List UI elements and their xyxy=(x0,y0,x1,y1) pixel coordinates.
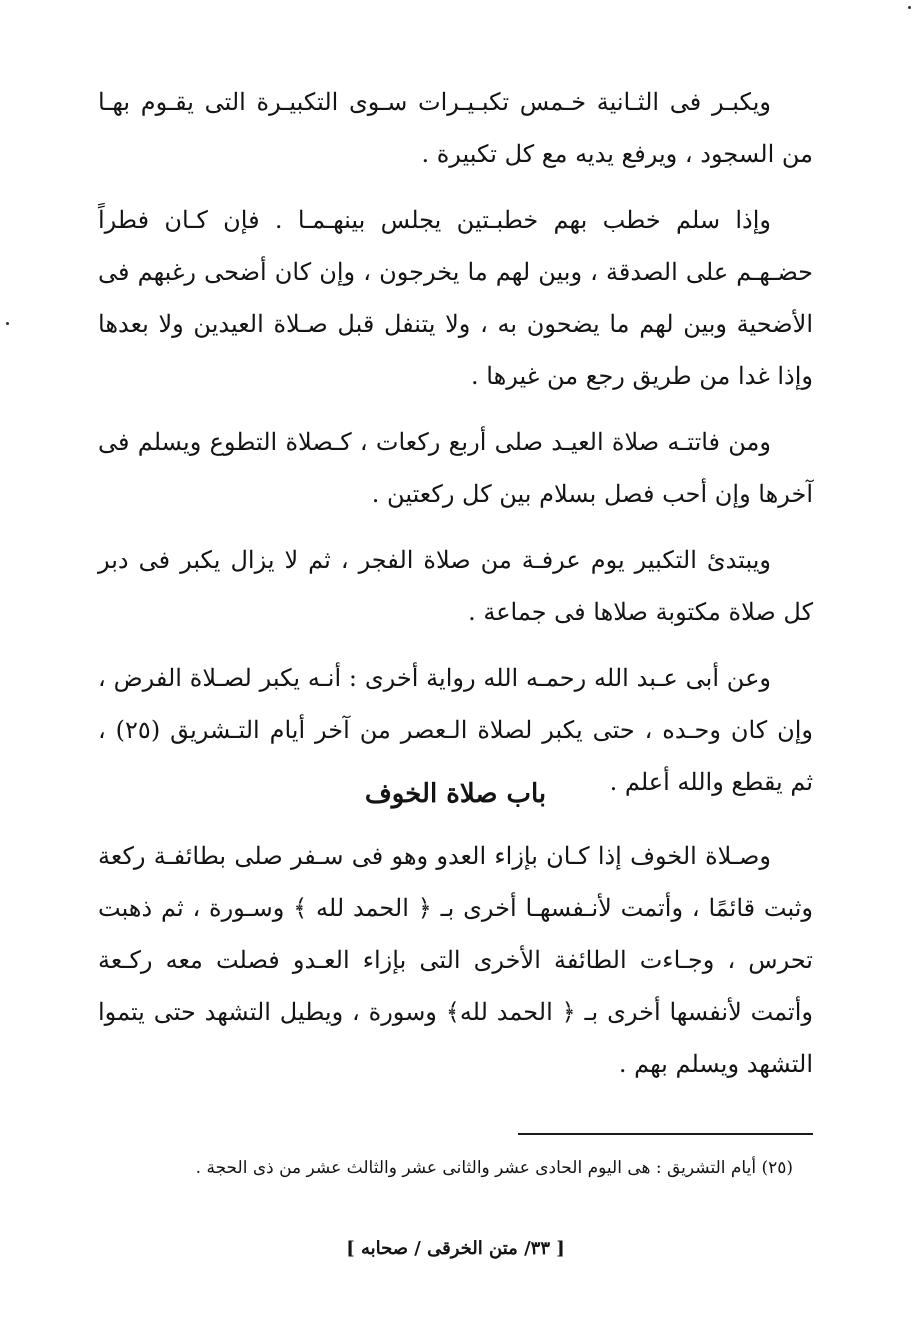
main-text-block xyxy=(98,76,813,822)
margin-speck xyxy=(908,6,911,9)
section-text-block xyxy=(98,830,813,1104)
paragraph-missed-eid-prayer: ومن فاتتـه صلاة العيـد صلى أربع ركعات ، كـصلاة التطوع ويسلم فى آخرها وإن أحب فصل بسلام بين كل ركعتين . xyxy=(98,428,813,508)
paragraph-takbir-arafah: ويبتدئ التكبير يوم عرفـة من صلاة الفجر ، ثم لا يزال يكبر فى دبر كل صلاة مكتوبة صلاها فى جماعة . xyxy=(98,546,813,626)
paragraph-another-narration: وعن أبى عـبد الله رحمـه الله رواية أخرى : أنـه يكبر لصـلاة الفرض ، وإن كان وحـده ، حتى يكبر لصلاة الـعصر من آخر أيام التـشريق (٢٥) ، ثم يقطع والله أعلم . xyxy=(98,664,813,796)
margin-speck xyxy=(6,322,9,325)
paragraph-takbir-second-rakah: ويكبـر فى الثـانية خـمس تكبـيـرات سـوى التكبيـرة التى يقـوم بهـا من السجود ، ويرفع يديه مع كل تكبيرة . xyxy=(98,88,813,168)
section-heading: باب صلاة الخوف xyxy=(364,779,547,809)
paragraph-fear-prayer: وصـلاة الخوف إذا كـان بإزاء العدو وهو فى سـفر صلى بطائفـة ركعة وثبت قائمًا ، وأتمت لأنـفسهـا أخرى بـ ﴿ الحمد لله ﴾ وسـورة ، ثم ذهبت تحرس ، وجـاءت الطائفة الأخرى التى بإزاء العـدو فصلت معه ركـعة وأتمت لأنفسها أخرى بـ ﴿ الحمد لله﴾ وسورة ، ويطيل التشهد حتى يتموا التشهد ويسلم بهم . xyxy=(98,842,813,1078)
footnote-divider xyxy=(518,1133,813,1135)
page-footer: [ ٣٣/ متن الخرقى / صحابه ] xyxy=(346,1238,565,1259)
footnote: (٢٥) أيام التشريق : هى اليوم الحادى عشر والثانى عشر والثالث عشر من ذى الحجة . xyxy=(195,1158,793,1178)
paragraph-khutbah: وإذا سلم خطب بهم خطبـتين يجلس بينهـمـا . فإن كـان فطراً حضـهـم على الصدقة ، وبين لهم ما يخرجون ، وإن كان أضحى رغبهم فى الأضحية وبين لهم ما يضحون به ، ولا يتنفل قبل صـلاة العيدين ولا بعدها وإذا غدا من طريق رجع من غيرها . xyxy=(98,206,813,390)
